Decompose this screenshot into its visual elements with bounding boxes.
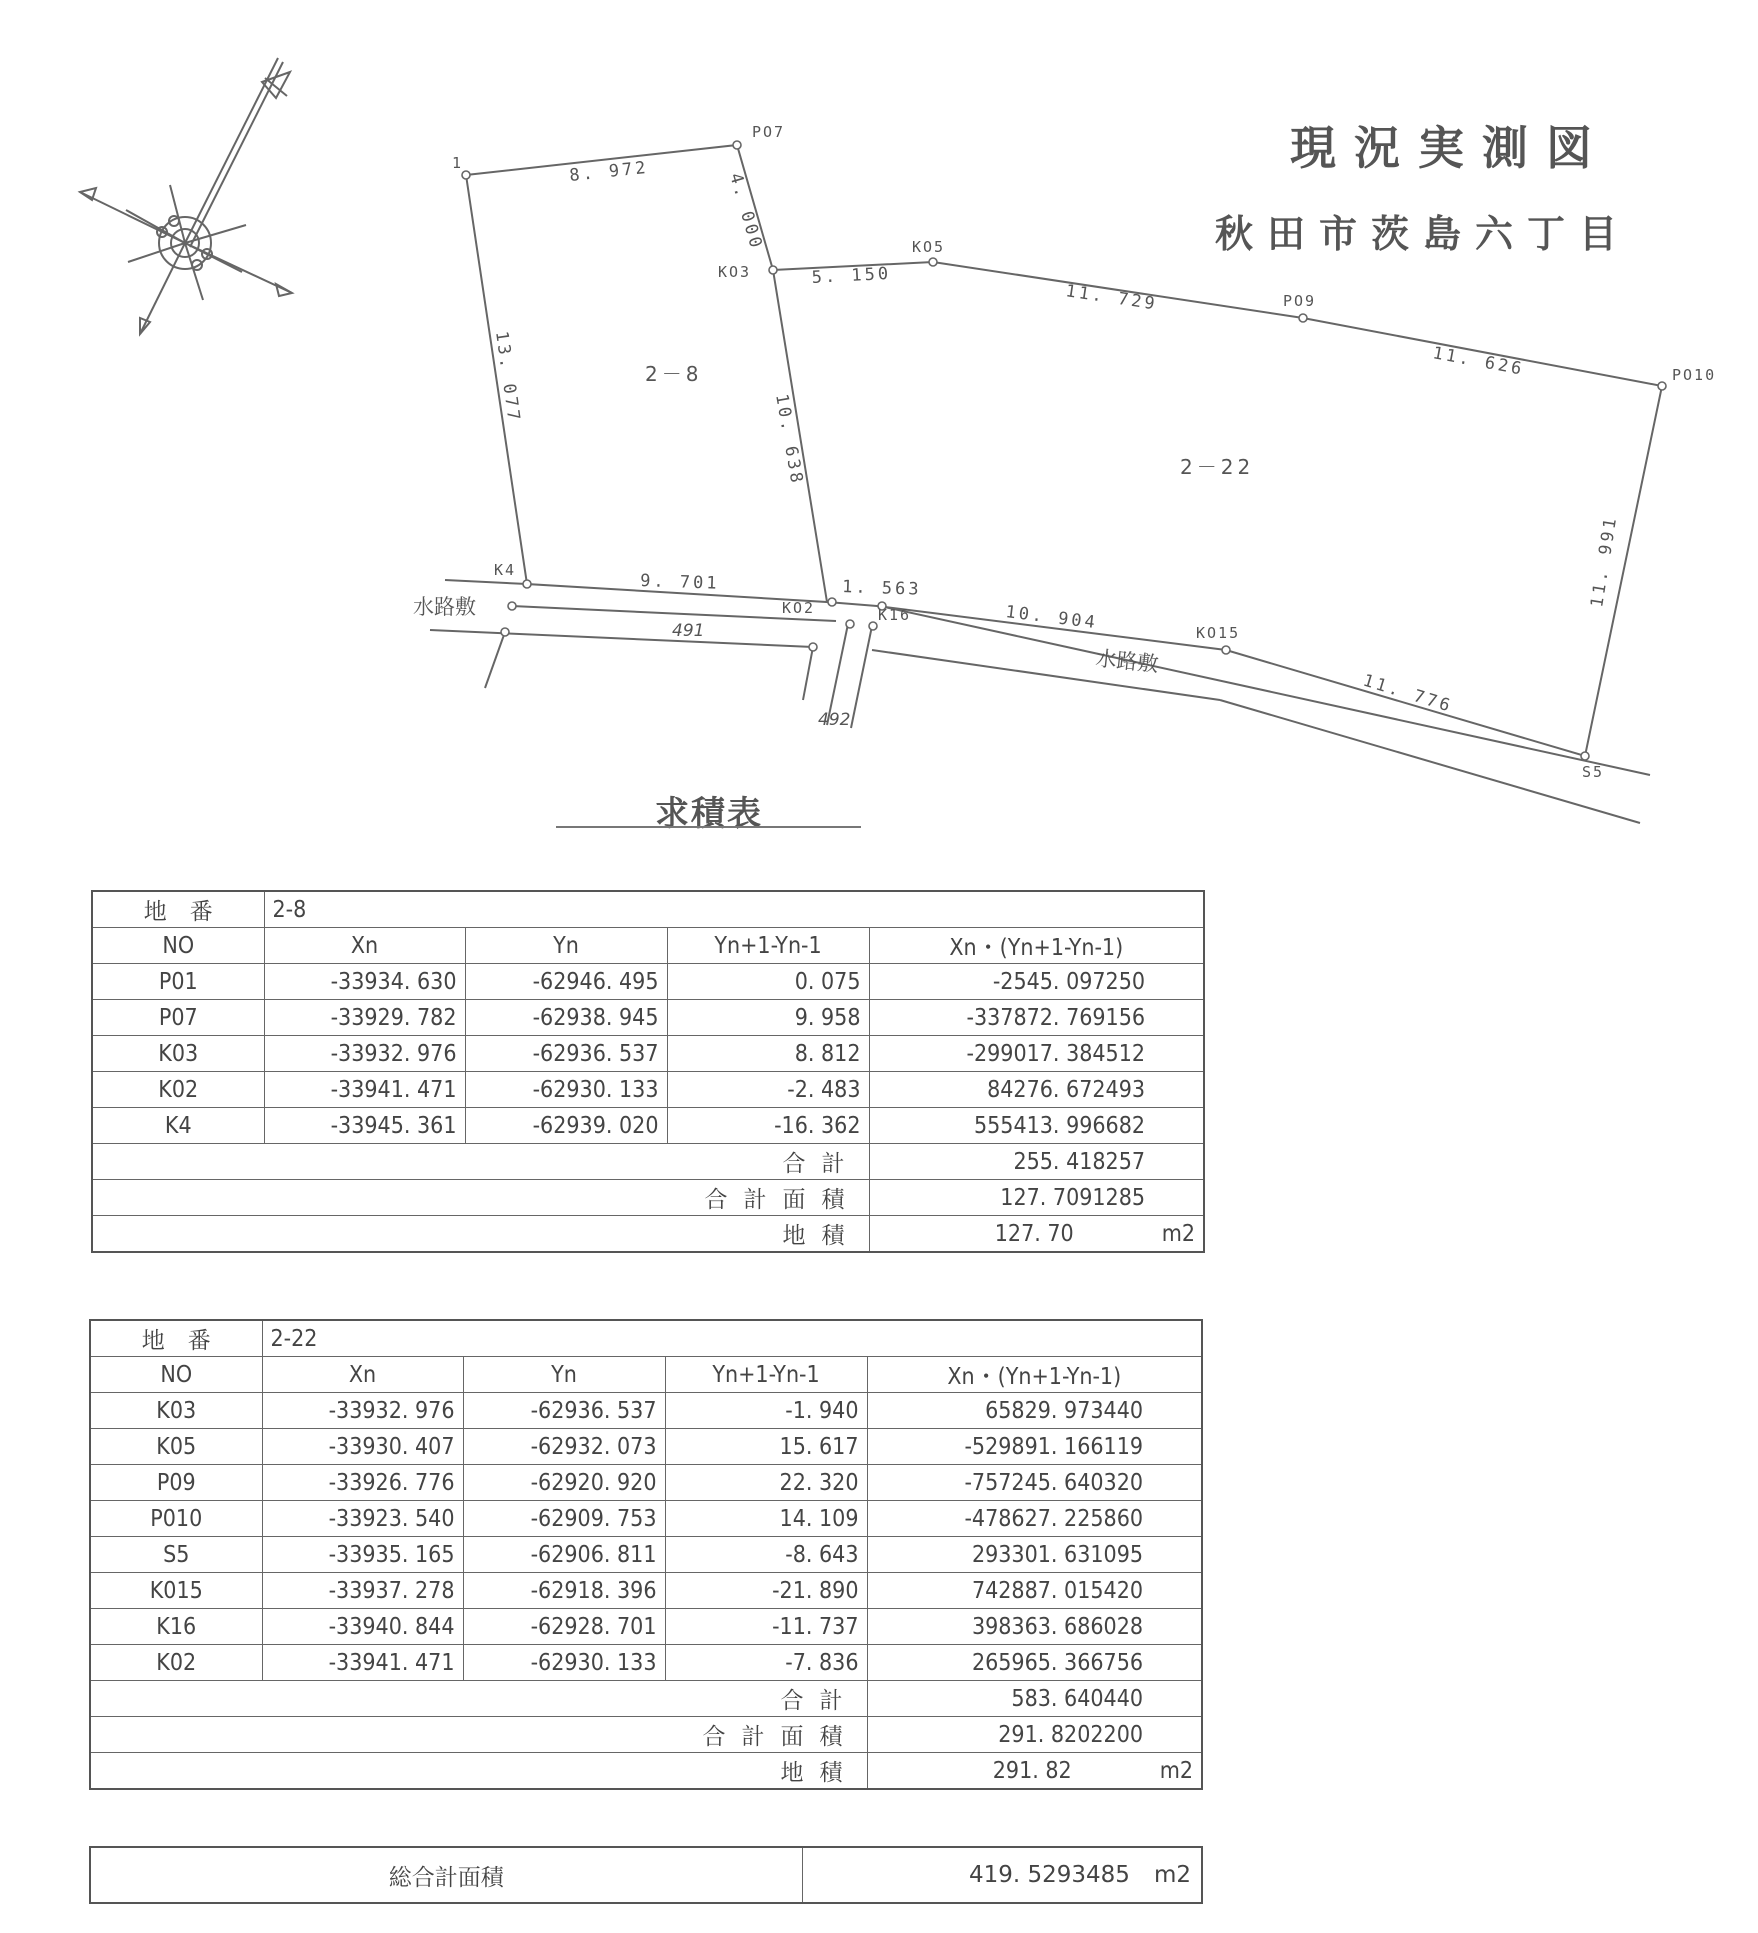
- point-label-k03: KO3: [718, 263, 752, 281]
- cell-yn: -62928. 701: [463, 1609, 665, 1645]
- cell-product: -2545. 097250: [869, 964, 1204, 1000]
- heading-underline: [556, 826, 861, 828]
- cell-yn: -62909. 753: [463, 1501, 665, 1537]
- table-row: [90, 1429, 1202, 1465]
- cell-product: 84276. 672493: [869, 1072, 1204, 1108]
- cell-xn: -33926. 776: [262, 1465, 463, 1501]
- cell-product: 293301. 631095: [867, 1537, 1202, 1573]
- cell-yn: -62936. 537: [465, 1036, 667, 1072]
- cell-diff: 15. 617: [665, 1429, 867, 1465]
- cell-diff: -1. 940: [665, 1393, 867, 1429]
- point-label-k4: K4: [494, 561, 517, 579]
- cell-no: P09: [90, 1465, 262, 1501]
- cell-no: P01: [92, 964, 264, 1000]
- distance-k015-s5: 11. 776: [1360, 670, 1455, 717]
- area-unit: m2: [1161, 1220, 1196, 1247]
- sum-label: 合計: [90, 1681, 867, 1717]
- cell-product: 742887. 015420: [867, 1573, 1202, 1609]
- cell-yn: -62906. 811: [463, 1537, 665, 1573]
- header-xn: Xn: [264, 928, 465, 964]
- cell-yn: -62946. 495: [465, 964, 667, 1000]
- sum-value: 583. 640440: [867, 1681, 1202, 1717]
- table-row: [90, 1645, 1202, 1681]
- area-value: 291. 82: [992, 1757, 1072, 1784]
- lot-row: [92, 891, 1204, 928]
- cell-yn: -62939. 020: [465, 1108, 667, 1144]
- cell-product: 265965. 366756: [867, 1645, 1202, 1681]
- cell-xn: -33923. 540: [262, 1501, 463, 1537]
- calculation-table-heading: 求積表: [655, 794, 763, 834]
- cell-no: K4: [92, 1108, 264, 1144]
- cell-no: K015: [90, 1573, 262, 1609]
- table-row: [92, 1072, 1204, 1108]
- distance-1-p07: 8. 972: [568, 157, 650, 186]
- distance-1-k4: 13. 077: [491, 329, 524, 425]
- cell-xn: -33934. 630: [264, 964, 465, 1000]
- lot-2-22-boundary: [773, 262, 1662, 756]
- cell-no: K03: [90, 1393, 262, 1429]
- header-no: NO: [92, 928, 264, 964]
- cell-no: K05: [90, 1429, 262, 1465]
- header-row: [90, 1357, 1202, 1393]
- distance-k4-k02: 9. 701: [639, 571, 720, 594]
- distance-k16-k015: 10. 904: [1004, 602, 1099, 634]
- header-product: Xn・(Yn+1-Yn-1): [867, 1357, 1202, 1393]
- header-no: NO: [90, 1357, 262, 1393]
- area-row: [92, 1216, 1204, 1253]
- cell-yn: -62930. 133: [463, 1645, 665, 1681]
- total-area-row: [92, 1180, 1204, 1216]
- table-row: [90, 1501, 1202, 1537]
- cell-yn: -62936. 537: [463, 1393, 665, 1429]
- grand-total-label: 総合計面積: [90, 1847, 802, 1903]
- table-row: [92, 1000, 1204, 1036]
- cell-xn: -33929. 782: [264, 1000, 465, 1036]
- grand-total-value: 419. 5293485: [968, 1862, 1130, 1888]
- cell-yn: -62918. 396: [463, 1573, 665, 1609]
- area-row: [90, 1753, 1202, 1790]
- sum-label: 合計: [92, 1144, 869, 1180]
- lot-label-2-8: 2－8: [645, 362, 703, 386]
- table-row: [90, 1465, 1202, 1501]
- cell-xn: -33932. 976: [262, 1393, 463, 1429]
- cell-no: P010: [90, 1501, 262, 1537]
- cell-diff: -21. 890: [665, 1573, 867, 1609]
- cell-product: 398363. 686028: [867, 1609, 1202, 1645]
- cell-yn: -62938. 945: [465, 1000, 667, 1036]
- cell-diff: 22. 320: [665, 1465, 867, 1501]
- page-title: 現況実測図: [1290, 121, 1610, 175]
- compass-north-arrow: [80, 58, 292, 334]
- table-row: [92, 1108, 1204, 1144]
- cell-no: S5: [90, 1537, 262, 1573]
- cell-xn: -33935. 165: [262, 1537, 463, 1573]
- header-yn: Yn: [465, 928, 667, 964]
- area-table-2-8: [91, 890, 1205, 1253]
- table-row: [92, 1036, 1204, 1072]
- sum-row: [92, 1144, 1204, 1180]
- total-area-row: [90, 1717, 1202, 1753]
- cell-diff: -16. 362: [667, 1108, 869, 1144]
- lot-number-cell: 2-8: [264, 891, 1204, 928]
- cell-product: -478627. 225860: [867, 1501, 1202, 1537]
- distance-p07-k03: 4. 000: [725, 170, 767, 253]
- waterway-label-left: 水路敷: [413, 595, 476, 619]
- cell-product: -529891. 166119: [867, 1429, 1202, 1465]
- cell-product: 65829. 973440: [867, 1393, 1202, 1429]
- cell-diff: 0. 075: [667, 964, 869, 1000]
- point-label-p09: PO9: [1283, 292, 1317, 310]
- cell-product: 555413. 996682: [869, 1108, 1204, 1144]
- lot-label-2-22: 2－22: [1180, 455, 1255, 479]
- parcel-label-491: 491: [672, 621, 705, 641]
- header-product: Xn・(Yn+1-Yn-1): [869, 928, 1204, 964]
- point-label-k015: KO15: [1196, 624, 1241, 642]
- lot-label-cell: 地 番: [92, 891, 264, 928]
- waterway-label-right: 水路敷: [1094, 646, 1160, 677]
- cell-yn: -62932. 073: [463, 1429, 665, 1465]
- header-diff: Yn+1-Yn-1: [667, 928, 869, 964]
- total-area-label: 合計面積: [90, 1717, 867, 1753]
- table-row: [90, 1537, 1202, 1573]
- point-label-p010: PO10: [1672, 366, 1717, 384]
- grand-total-value-cell: [802, 1847, 1202, 1903]
- area-value: 127. 70: [994, 1220, 1074, 1247]
- distance-p09-p010: 11. 626: [1431, 343, 1526, 380]
- header-yn: Yn: [463, 1357, 665, 1393]
- table-row: [92, 964, 1204, 1000]
- cell-no: K02: [92, 1072, 264, 1108]
- area-value-cell: [869, 1216, 1204, 1253]
- point-label-p07: PO7: [752, 123, 786, 141]
- total-area-label: 合計面積: [92, 1180, 869, 1216]
- cell-diff: -2. 483: [667, 1072, 869, 1108]
- lot-label-cell: 地 番: [90, 1320, 262, 1357]
- cell-yn: -62930. 133: [465, 1072, 667, 1108]
- point-label-s5: S5: [1582, 763, 1605, 781]
- point-label-k16: K16: [878, 606, 912, 624]
- area-label: 地積: [90, 1753, 867, 1790]
- grand-total-row: [90, 1847, 1202, 1903]
- cell-xn: -33930. 407: [262, 1429, 463, 1465]
- distance-k03-k05: 5. 150: [811, 263, 892, 288]
- lot-number-cell: 2-22: [262, 1320, 1202, 1357]
- cell-diff: -7. 836: [665, 1645, 867, 1681]
- area-value-cell: [867, 1753, 1202, 1790]
- cell-xn: -33937. 278: [262, 1573, 463, 1609]
- table-row: [90, 1573, 1202, 1609]
- distance-k02-k16: 1. 563: [841, 577, 922, 600]
- cell-diff: 8. 812: [667, 1036, 869, 1072]
- cell-diff: -11. 737: [665, 1609, 867, 1645]
- point-label-k05: KO5: [912, 238, 946, 256]
- distance-p010-s5: 11. 991: [1587, 514, 1622, 609]
- area-table-2-22: [89, 1319, 1203, 1790]
- distance-k03-k02: 10. 638: [771, 392, 807, 488]
- cell-xn: -33941. 471: [262, 1645, 463, 1681]
- lot-row: [90, 1320, 1202, 1357]
- cell-no: P07: [92, 1000, 264, 1036]
- area-unit: m2: [1159, 1757, 1194, 1784]
- cell-xn: -33932. 976: [264, 1036, 465, 1072]
- total-area-value: 291. 8202200: [867, 1717, 1202, 1753]
- cell-yn: -62920. 920: [463, 1465, 665, 1501]
- cell-xn: -33941. 471: [264, 1072, 465, 1108]
- header-diff: Yn+1-Yn-1: [665, 1357, 867, 1393]
- table-row: [90, 1393, 1202, 1429]
- parcel-label-492: 492: [818, 710, 851, 730]
- cell-product: -337872. 769156: [869, 1000, 1204, 1036]
- header-xn: Xn: [262, 1357, 463, 1393]
- grand-total-table: [89, 1846, 1203, 1904]
- cell-product: -299017. 384512: [869, 1036, 1204, 1072]
- total-area-value: 127. 7091285: [869, 1180, 1204, 1216]
- grand-total-unit: m2: [1153, 1862, 1191, 1888]
- location-subtitle: 秋田市茨島六丁目: [1215, 212, 1632, 256]
- cell-xn: -33945. 361: [264, 1108, 465, 1144]
- cell-no: K02: [90, 1645, 262, 1681]
- cell-no: K16: [90, 1609, 262, 1645]
- table-row: [90, 1609, 1202, 1645]
- cell-diff: 14. 109: [665, 1501, 867, 1537]
- distance-k05-p09: 11. 729: [1064, 281, 1159, 315]
- sum-row: [90, 1681, 1202, 1717]
- cell-diff: 9. 958: [667, 1000, 869, 1036]
- header-row: [92, 928, 1204, 964]
- cell-product: -757245. 640320: [867, 1465, 1202, 1501]
- point-label-1: 1: [452, 154, 464, 172]
- cell-diff: -8. 643: [665, 1537, 867, 1573]
- area-label: 地積: [92, 1216, 869, 1253]
- sum-value: 255. 418257: [869, 1144, 1204, 1180]
- cell-xn: -33940. 844: [262, 1609, 463, 1645]
- point-label-k02: KO2: [782, 599, 816, 617]
- cell-no: K03: [92, 1036, 264, 1072]
